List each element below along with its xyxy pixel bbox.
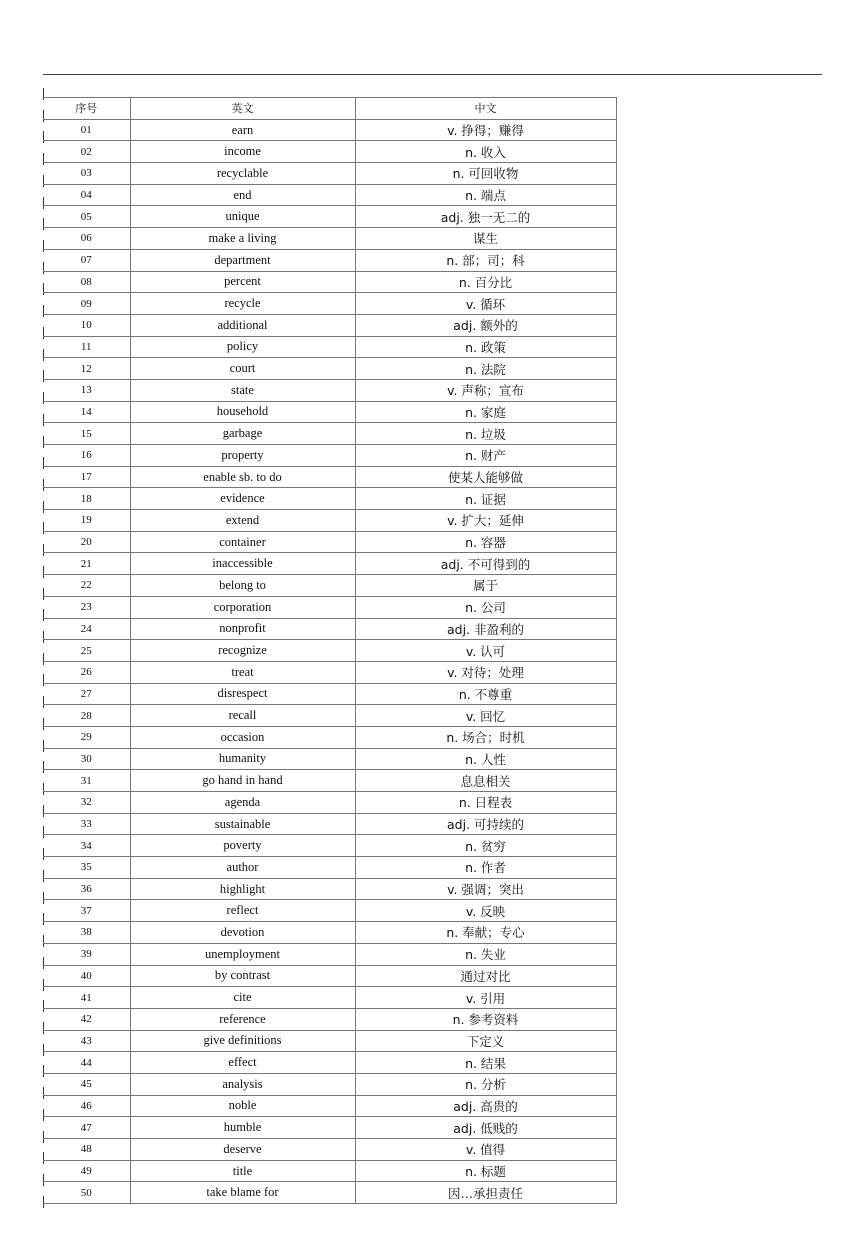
table-row [43,640,616,662]
row-number: 48 [43,1139,130,1161]
row-number: 46 [43,1095,130,1117]
chinese-meaning: n. 人性 [355,748,616,770]
chinese-meaning: n. 不尊重 [355,683,616,705]
chinese-meaning: v. 挣得；赚得 [355,119,616,141]
chinese-meaning: 谋生 [355,228,616,250]
row-number: 41 [43,987,130,1009]
chinese-meaning: v. 反映 [355,900,616,922]
row-number: 05 [43,206,130,228]
english-word: devotion [130,922,355,944]
chinese-meaning: adj. 低贱的 [355,1117,616,1139]
row-number: 04 [43,184,130,206]
row-number: 15 [43,423,130,445]
chinese-meaning: n. 奉献；专心 [355,922,616,944]
english-word: title [130,1160,355,1182]
chinese-meaning: adj. 额外的 [355,314,616,336]
english-word: recognize [130,640,355,662]
row-number: 13 [43,379,130,401]
chinese-meaning: n. 容器 [355,531,616,553]
chinese-meaning: v. 回忆 [355,705,616,727]
table-row [43,271,616,293]
table-row [43,141,616,163]
english-word: enable sb. to do [130,466,355,488]
row-number: 24 [43,618,130,640]
table-row [43,1052,616,1074]
row-number: 07 [43,249,130,271]
chinese-meaning: v. 认可 [355,640,616,662]
row-number: 03 [43,163,130,185]
table-row [43,401,616,423]
row-number: 22 [43,575,130,597]
english-word: earn [130,119,355,141]
table-row [43,293,616,315]
row-number: 26 [43,661,130,683]
english-word: percent [130,271,355,293]
row-number: 17 [43,466,130,488]
row-number: 19 [43,510,130,532]
chinese-meaning: 因…承担责任 [355,1182,616,1204]
table-row [43,1160,616,1182]
english-word: unique [130,206,355,228]
english-word: by contrast [130,965,355,987]
chinese-meaning: n. 结果 [355,1052,616,1074]
chinese-meaning: n. 分析 [355,1073,616,1095]
chinese-meaning: n. 可回收物 [355,163,616,185]
table-row [43,575,616,597]
chinese-meaning: 息息相关 [355,770,616,792]
table-row [43,943,616,965]
chinese-meaning: adj. 可持续的 [355,813,616,835]
table-row [43,596,616,618]
table-row [43,813,616,835]
table-row [43,553,616,575]
chinese-meaning: adj. 非盈利的 [355,618,616,640]
english-word: humble [130,1117,355,1139]
chinese-meaning: n. 标题 [355,1160,616,1182]
row-number: 49 [43,1160,130,1182]
row-number: 02 [43,141,130,163]
table-row [43,379,616,401]
column-header-chinese: 中文 [355,98,616,120]
table-row [43,618,616,640]
english-word: garbage [130,423,355,445]
english-word: policy [130,336,355,358]
english-word: deserve [130,1139,355,1161]
english-word: additional [130,314,355,336]
english-word: cite [130,987,355,1009]
english-word: treat [130,661,355,683]
row-number: 11 [43,336,130,358]
chinese-meaning: n. 端点 [355,184,616,206]
table-row [43,163,616,185]
chinese-meaning: n. 垃圾 [355,423,616,445]
chinese-meaning: v. 对待；处理 [355,661,616,683]
chinese-meaning: adj. 独一无二的 [355,206,616,228]
chinese-meaning: adj. 高贵的 [355,1095,616,1117]
chinese-meaning: v. 循环 [355,293,616,315]
english-word: humanity [130,748,355,770]
english-word: analysis [130,1073,355,1095]
english-word: income [130,141,355,163]
table-row [43,358,616,380]
table-row [43,770,616,792]
table-row [43,987,616,1009]
table-row [43,1008,616,1030]
english-word: reflect [130,900,355,922]
english-word: recycle [130,293,355,315]
table-row [43,314,616,336]
row-number: 08 [43,271,130,293]
chinese-meaning: adj. 不可得到的 [355,553,616,575]
row-number: 18 [43,488,130,510]
row-number: 39 [43,943,130,965]
english-word: agenda [130,792,355,814]
chinese-meaning: n. 参考资料 [355,1008,616,1030]
row-number: 31 [43,770,130,792]
row-number: 45 [43,1073,130,1095]
row-number: 42 [43,1008,130,1030]
table-row [43,922,616,944]
english-word: recyclable [130,163,355,185]
row-number: 30 [43,748,130,770]
english-word: court [130,358,355,380]
chinese-meaning: 通过对比 [355,965,616,987]
english-word: evidence [130,488,355,510]
english-word: unemployment [130,943,355,965]
table-row [43,1139,616,1161]
chinese-meaning: n. 家庭 [355,401,616,423]
table-row [43,878,616,900]
row-number: 50 [43,1182,130,1204]
english-word: occasion [130,726,355,748]
english-word: highlight [130,878,355,900]
row-number: 25 [43,640,130,662]
row-number: 29 [43,726,130,748]
chinese-meaning: v. 引用 [355,987,616,1009]
row-number: 21 [43,553,130,575]
column-header-english: 英文 [130,98,355,120]
english-word: nonprofit [130,618,355,640]
chinese-meaning: 使某人能够做 [355,466,616,488]
chinese-meaning: n. 贫穷 [355,835,616,857]
english-word: reference [130,1008,355,1030]
table-row [43,510,616,532]
row-number: 12 [43,358,130,380]
row-number: 37 [43,900,130,922]
table-row [43,1030,616,1052]
row-number: 33 [43,813,130,835]
english-word: belong to [130,575,355,597]
row-number: 34 [43,835,130,857]
table-row [43,683,616,705]
table-row [43,466,616,488]
english-word: inaccessible [130,553,355,575]
table-row [43,792,616,814]
table-row [43,726,616,748]
english-word: effect [130,1052,355,1074]
table-header-row [43,98,616,120]
header-rule [43,74,822,75]
table-row [43,857,616,879]
row-number: 44 [43,1052,130,1074]
chinese-meaning: n. 收入 [355,141,616,163]
english-word: recall [130,705,355,727]
row-number: 47 [43,1117,130,1139]
table-row [43,184,616,206]
english-word: make a living [130,228,355,250]
english-word: author [130,857,355,879]
chinese-meaning: 属于 [355,575,616,597]
row-number: 35 [43,857,130,879]
chinese-meaning: v. 扩大；延伸 [355,510,616,532]
chinese-meaning: n. 证据 [355,488,616,510]
english-word: noble [130,1095,355,1117]
chinese-meaning: n. 作者 [355,857,616,879]
table-row [43,488,616,510]
chinese-meaning: n. 百分比 [355,271,616,293]
table-row [43,423,616,445]
row-number: 40 [43,965,130,987]
row-number: 32 [43,792,130,814]
table-row [43,661,616,683]
row-number: 36 [43,878,130,900]
english-word: give definitions [130,1030,355,1052]
chinese-meaning: 下定义 [355,1030,616,1052]
row-number: 14 [43,401,130,423]
chinese-meaning: n. 法院 [355,358,616,380]
table-row [43,249,616,271]
row-number: 38 [43,922,130,944]
table-row [43,965,616,987]
english-word: end [130,184,355,206]
table-row [43,531,616,553]
table-row [43,1117,616,1139]
english-word: department [130,249,355,271]
row-number: 27 [43,683,130,705]
row-number: 09 [43,293,130,315]
chinese-meaning: n. 财产 [355,445,616,467]
english-word: poverty [130,835,355,857]
english-word: disrespect [130,683,355,705]
english-word: corporation [130,596,355,618]
chinese-meaning: n. 部；司；科 [355,249,616,271]
row-number: 28 [43,705,130,727]
table-row [43,1073,616,1095]
table-row [43,748,616,770]
table-row [43,1095,616,1117]
english-word: extend [130,510,355,532]
chinese-meaning: n. 日程表 [355,792,616,814]
english-word: sustainable [130,813,355,835]
row-number: 10 [43,314,130,336]
chinese-meaning: n. 失业 [355,943,616,965]
row-number: 23 [43,596,130,618]
table-row [43,1182,616,1204]
chinese-meaning: v. 值得 [355,1139,616,1161]
row-number: 43 [43,1030,130,1052]
chinese-meaning: v. 强调；突出 [355,878,616,900]
table-row [43,228,616,250]
row-number: 16 [43,445,130,467]
chinese-meaning: n. 政策 [355,336,616,358]
table-row [43,835,616,857]
english-word: household [130,401,355,423]
english-word: property [130,445,355,467]
table-row [43,119,616,141]
chinese-meaning: n. 场合；时机 [355,726,616,748]
chinese-meaning: n. 公司 [355,596,616,618]
table-row [43,705,616,727]
english-word: state [130,379,355,401]
table-row [43,336,616,358]
table-row [43,445,616,467]
row-number: 06 [43,228,130,250]
row-number: 20 [43,531,130,553]
table-row [43,900,616,922]
row-number: 01 [43,119,130,141]
english-word: go hand in hand [130,770,355,792]
table-row [43,206,616,228]
column-header-number: 序号 [43,98,130,120]
chinese-meaning: v. 声称；宣布 [355,379,616,401]
english-word: container [130,531,355,553]
english-word: take blame for [130,1182,355,1204]
vocabulary-table [43,97,617,1204]
